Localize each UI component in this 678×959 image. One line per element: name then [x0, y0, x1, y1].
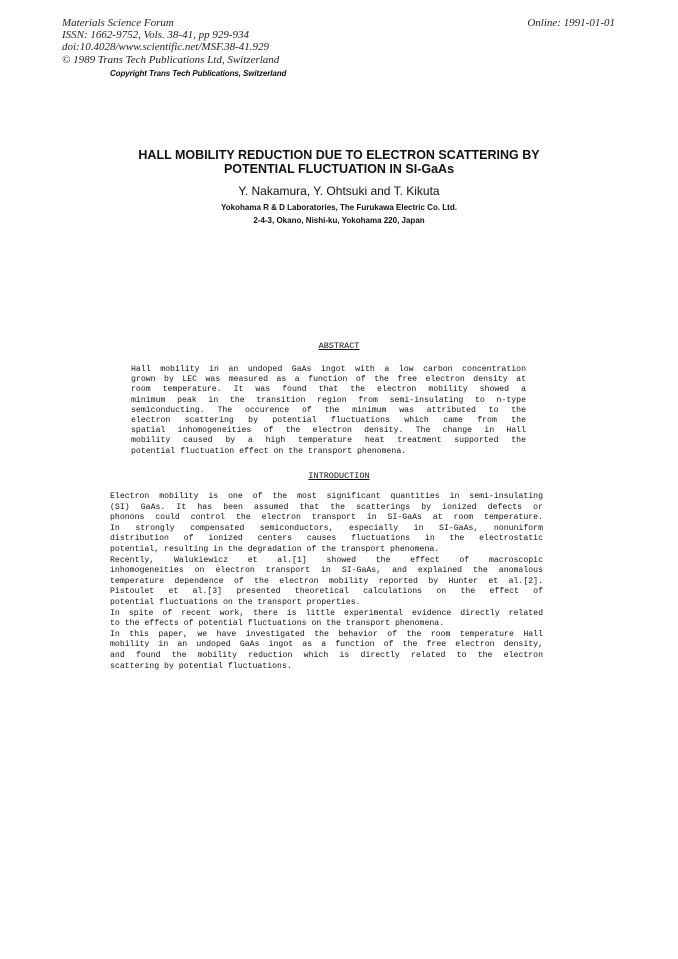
introduction-body [110, 492, 543, 672]
journal-name: Materials Science Forum [62, 17, 174, 29]
intro-line: and found the mobility reduction which is directly related to the electron [110, 650, 543, 660]
intro-line: Pistoulet et al.[3] presented theoretical calculations on the effect of [110, 587, 543, 597]
intro-line: inhomogeneities on electron transport in SI-GaAs, and explained the anomalous [110, 566, 543, 576]
abstract-body [131, 365, 526, 457]
intro-line: phonons could control the electron transport in SI-GaAs at room temperature. [110, 513, 543, 523]
issn-line: ISSN: 1662-9752, Vols. 38-41, pp 929-934 [62, 29, 249, 42]
title-line-2: POTENTIAL FLUCTUATION IN SI-GaAs [223, 161, 455, 176]
abstract-line: room temperature. It was found that the electron mobility showed a [131, 385, 526, 395]
intro-line: temperature dependence of the electron mobility reported by Hunter et al.[2]. [110, 576, 543, 586]
intro-line: distribution of ionized centers causes fluctuations in the electrostatic [110, 534, 543, 544]
intro-line: In strongly compensated semiconductors, especially in SI-GaAs, nonuniform [110, 523, 543, 533]
intro-line: scattering by potential fluctuations. [110, 661, 292, 671]
paper-title [0, 149, 678, 176]
doi-line: doi:10.4028/www.scientific.net/MSF.38-41.929 [62, 41, 270, 54]
abstract-heading: ABSTRACT [318, 341, 360, 351]
intro-line: mobility in an undoped GaAs ingot as a function of the free electron density, [110, 640, 543, 650]
citation-block [62, 17, 279, 66]
intro-line: Recently, Walukiewicz et al.[1] showed the effect of macroscopic [110, 555, 543, 565]
abstract-line: electron scattering by potential fluctuations which came from the [131, 416, 526, 426]
intro-line: potential fluctuations on the transport properties. [110, 597, 361, 607]
abstract-line: minimum peak in the transition region from semi-insulating to n-type [131, 395, 526, 405]
affiliation-line-1: Yokohama R & D Laboratories, The Furukawa Electric Co. Ltd. [221, 203, 457, 212]
intro-line: Electron mobility is one of the most significant quantities in semi-insulating [110, 492, 543, 501]
intro-line: potential, resulting in the degradation of the transport phenomena. [110, 544, 440, 554]
intro-line: In spite of recent work, there is little experimental evidence directly related [110, 608, 543, 618]
abstract-line: semiconducting. The occurence of the minimum was attributed to the [131, 405, 526, 415]
affiliation-line-2: 2-4-3, Okano, Nishi-ku, Yokohama 220, Japan [253, 216, 425, 225]
intro-line: to the effects of potential fluctuations on the transport phenomena. [110, 619, 445, 629]
publisher-copyright: © 1989 Trans Tech Publications Ltd, Switzerland [62, 53, 280, 66]
abstract-line: spatial inhomogeneities of the electron density. The change in Hall [131, 426, 526, 436]
abstract-line: mobility caused by a high temperature heat treatment supported the [131, 436, 526, 446]
intro-line: (SI) GaAs. It has been assumed that the scatterings by ionized defects or [110, 502, 543, 512]
abstract-line: grown by LEC was measured as a function of the free electron density at [131, 375, 526, 385]
intro-line: In this paper, we have investigated the behavior of the room temperature Hall [110, 629, 543, 639]
abstract-line: potential fluctuation effect on the transport phenomena. [131, 446, 407, 456]
online-date: Online: 1991-01-01 [527, 17, 615, 29]
copyright-stamp: Copyright Trans Tech Publications, Switzerland [110, 69, 287, 78]
author-list: Y. Nakamura, Y. Ohtsuki and T. Kikuta [238, 184, 440, 198]
introduction-heading: INTRODUCTION [308, 471, 370, 481]
title-line-1: HALL MOBILITY REDUCTION DUE TO ELECTRON SCATTERING BY [138, 148, 540, 162]
abstract-line: Hall mobility in an undoped GaAs ingot with a low carbon concentration [131, 365, 526, 374]
